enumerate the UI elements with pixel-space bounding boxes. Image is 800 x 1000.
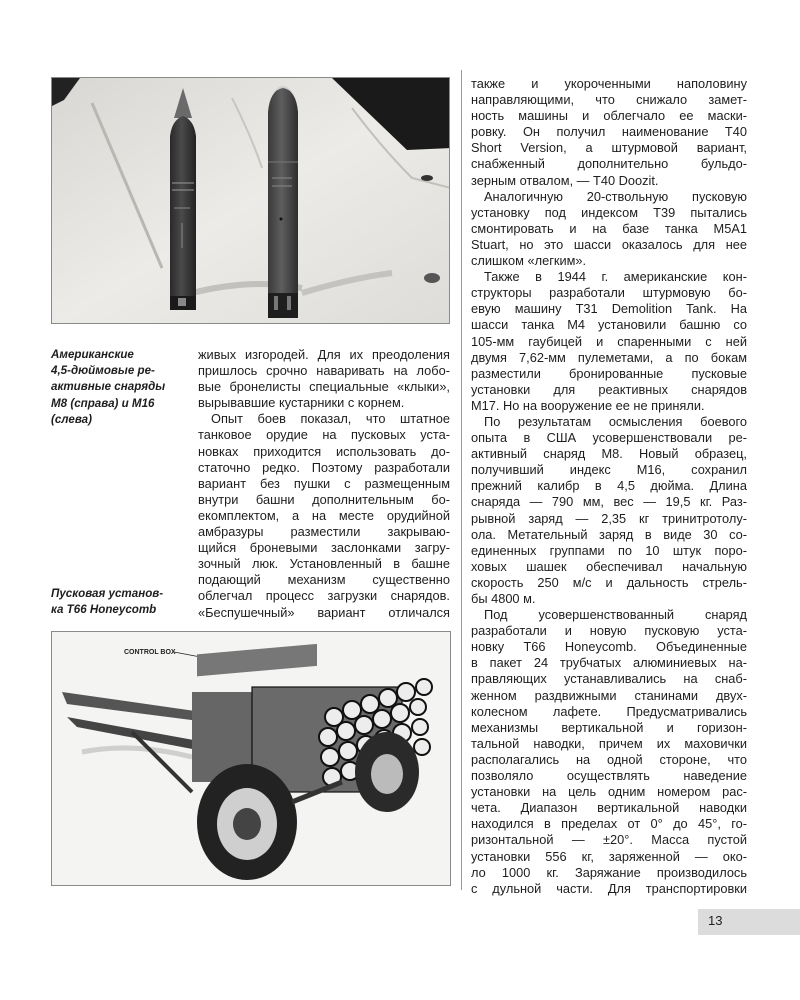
text-line: По результатам осмысления боевого (484, 413, 747, 429)
text-line: смонтировать и на базе танка M5A1 (471, 220, 747, 236)
caption-line: 4,5-дюймовые ре- (51, 364, 155, 378)
control-box-label: CONTROL BOX (124, 649, 176, 656)
text-line: колесном лафете. Предусматривались (471, 703, 747, 719)
text-line: позволяло осуществлять наведение (471, 768, 747, 784)
caption-line: (слева) (51, 412, 92, 426)
text-line: правляющих устанавливались на снаб- (471, 671, 747, 687)
text-line: двумя 7,62-мм пулеметами, а по бокам (471, 349, 747, 365)
text-line: бы 4800 м. (471, 591, 536, 606)
text-line: тальной наводки, причем их маховички (471, 735, 747, 751)
text-line: установки на цель одним номером рас- (471, 784, 747, 800)
text-line: женном раздвижными станинами двух- (471, 687, 747, 703)
text-line: ло 1000 кг. Заряжание производилось (471, 864, 747, 880)
text-line: скорость 250 м/с и дальность стрель- (471, 574, 747, 590)
text-line: Аналогичную 20-ствольную пусковую (484, 188, 747, 204)
column-divider (461, 70, 462, 890)
text-line: 105-мм гаубицей и спаренными с ней (471, 333, 747, 349)
text-line: шасси танка M4 установили башню со (471, 317, 747, 333)
text-line: танковое орудие на пусковых уста- (198, 427, 450, 443)
text-line: располагались на одной стороне, что (471, 751, 747, 767)
text-line: облегчал процесс загрузки снарядов. (198, 588, 450, 604)
text-line: чета. Диапазон вертикальной наводки (471, 800, 747, 816)
text-line: ризонтальной — ±20°. Масса пустой (471, 832, 747, 848)
text-line: опыта в США усовершенствовали ре- (471, 430, 747, 446)
text-line: также и укороченными наполовину (471, 76, 747, 91)
rockets-image (52, 78, 450, 324)
text-line: зочный люк. Установленный в башне (198, 556, 450, 572)
text-line: установку под индексом T39 пытались (471, 204, 747, 220)
text-line: внутри башни дополнительным бо- (198, 491, 450, 507)
caption-line: ка T66 Honeycomb (51, 603, 157, 617)
text-line: механизмы вертикальной и горизон- (471, 719, 747, 735)
text-line: ность машины и облегчало ее маски- (471, 108, 747, 124)
caption-line: Пусковая установ- (51, 587, 164, 600)
right-text-column (471, 76, 747, 897)
text-line: структоры разработали штурмовую бо- (471, 285, 747, 301)
text-line: активный снаряд M8. Новый образец, (471, 446, 747, 462)
text-line: живых изгородей. Для их преодоления (198, 347, 450, 362)
text-line: снаряда — 790 мм, вес — 19,5 кг. Раз- (471, 494, 747, 510)
caption-line: M8 (справа) и M16 (51, 396, 155, 410)
text-line: M17. Но на вооружение ее не приняли. (471, 397, 705, 413)
text-line: екомплектом, а на месте орудийной (198, 507, 450, 523)
paragraph (471, 607, 747, 897)
text-line: статочно редко. Поэтому разработали (198, 459, 450, 475)
text-line: пришлось срочно наваривать на лобо- (198, 363, 450, 379)
text-line: новку T66 Honeycomb. Объединенные (471, 639, 747, 655)
text-line: снабженный дополнительно бульдо- (471, 156, 747, 172)
text-line: Под усовершенствованный снаряд (484, 607, 747, 623)
launcher-image (52, 632, 451, 886)
paragraph (471, 269, 747, 414)
text-line: разработали и новую пусковую уста- (471, 623, 747, 639)
caption-line: Американские (51, 348, 134, 361)
text-line: установки для реактивных снарядов (471, 381, 747, 397)
text-line: вариант без пушки с размещенным (198, 475, 450, 491)
text-line: в пакет 24 трубчатых алюминиевых на- (471, 655, 747, 671)
text-line: ола. Метательный заряд в виде 30 со- (471, 526, 747, 542)
text-line: евую машину T31 Demolition Tank. На (471, 301, 747, 317)
text-line: амбразуры разместили закрываю- (198, 524, 450, 540)
paragraph (471, 76, 747, 189)
text-line: с дульной части. Для транспортировки (471, 880, 747, 896)
text-line: направляющими, что снижало замет- (471, 92, 747, 108)
middle-text-column (198, 347, 450, 621)
text-line: новках приходится использовать до- (198, 443, 450, 459)
text-line: вырывавшие кустарники с корнем. (198, 395, 405, 411)
text-line: Stuart, но это шасси оказалось для нее (471, 236, 747, 252)
caption-line: активные снаряды (51, 380, 166, 394)
text-line: Short Version, а штурмовой вариант, (471, 140, 747, 156)
paragraph (198, 411, 450, 620)
text-line: Также в 1944 г. американские кон- (484, 269, 747, 285)
launcher-photo-caption (51, 586, 181, 618)
text-line: подающий механизм существенно (198, 572, 450, 588)
text-line: зерным отвалом, — T40 Doozit. (471, 172, 659, 188)
rockets-photo (51, 77, 450, 324)
text-line: единенных группами по 10 штук поро- (471, 542, 747, 558)
text-line: вые бронелисты специальные «клыки», (198, 379, 450, 395)
page-number: 13 (708, 913, 723, 928)
text-line: прежний калибр в 4,5 дюйма. Длина (471, 478, 747, 494)
text-line: щийся броневыми заслонками загру- (198, 540, 450, 556)
text-line: ровку. Он получил наименование T40 (471, 124, 747, 140)
paragraph (198, 347, 450, 411)
text-line: «Беспушечный» вариант отличался (198, 604, 450, 620)
paragraph (471, 189, 747, 269)
text-line: рывной заряд — 2,35 кг тринитротолу- (471, 510, 747, 526)
text-line: Опыт боев показал, что штатное (211, 411, 450, 427)
text-line: установки 556 кг, заряженной — око- (471, 848, 747, 864)
page-number-box (698, 909, 800, 935)
text-line: получивший индекс M16, сохранил (471, 462, 747, 478)
text-line: ховых шашек обеспечивал начальную (471, 558, 747, 574)
launcher-photo (51, 631, 451, 886)
text-line: слишком «легким». (471, 253, 587, 269)
paragraph (471, 414, 747, 607)
text-line: разместили бронированные пусковые (471, 365, 747, 381)
text-line: находился в пределах от 0° до 45°, го- (471, 816, 747, 832)
rockets-photo-caption (51, 347, 181, 428)
